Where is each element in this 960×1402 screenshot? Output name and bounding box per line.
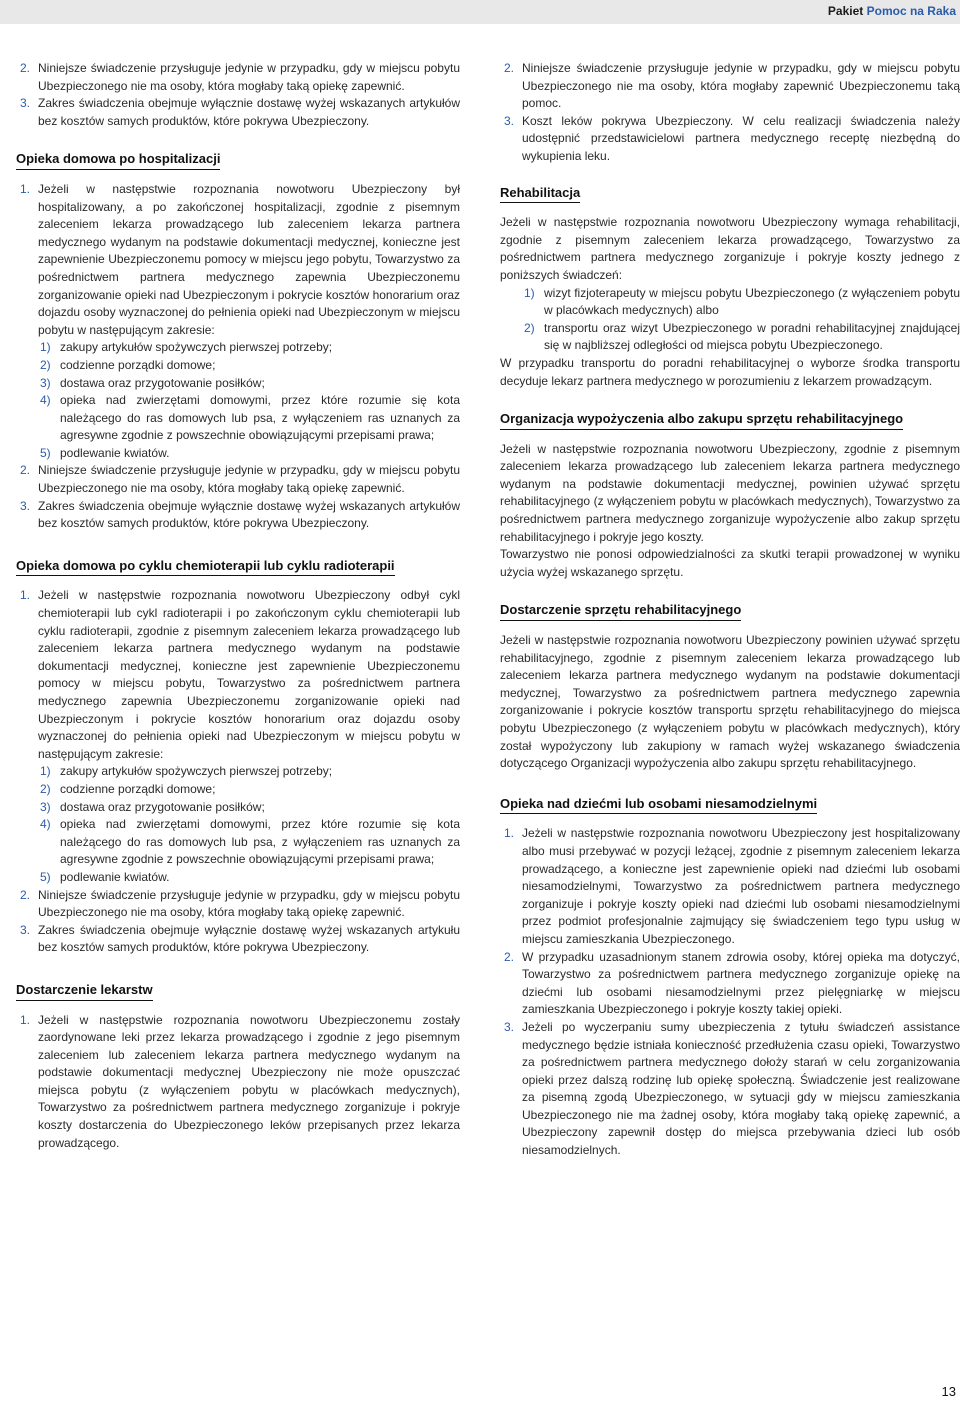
sub-item (16, 763, 460, 781)
sub-item (16, 869, 460, 887)
paragraph: Jeżeli w następstwie rozpoznania nowotworu Ubezpieczony wymaga rehabilitacji, zgodnie z pisemnym zaleceniem lekarza prowadzącego, Towarzystwo za pośrednictwem partnera medycznego zorganizuje i pokryje koszty jednego z poniższych świadczeń: (500, 215, 960, 282)
list-item (16, 498, 460, 533)
list-item (500, 60, 960, 113)
right-column (500, 60, 960, 1160)
document-title (828, 4, 956, 18)
list-item (16, 1012, 460, 1153)
paragraph: W przypadku transportu do poradni rehabilitacyjnej o wyborze środka transportu decyduje lekarz partnera medycznego w porozumieniu z lekarzem prowadzącym. (500, 355, 960, 388)
section-heading: Opieka domowa po cyklu chemioterapii lub cyklu radioterapii (16, 557, 395, 577)
header-bar (0, 0, 960, 24)
sub-item (500, 285, 960, 320)
sub-item-number: 5) (40, 445, 51, 460)
section-heading: Opieka nad dziećmi lub osobami niesamodzielnymi (500, 795, 817, 815)
sub-item-text: transportu oraz wizyt Ubezpieczonego w poradni rehabilitacyjnej znajdującej się w najbliższej odległości od miejsca pobytu Ubezpieczonego. (544, 320, 960, 353)
list-item (16, 181, 460, 339)
sub-item-text: wizyt fizjoterapeuty w miejscu pobytu Ubezpieczonego (z wyłączeniem pobytu w placówkach medycznych) albo (544, 285, 960, 318)
sub-item (16, 339, 460, 357)
section-heading: Dostarczenie sprzętu rehabilitacyjnego (500, 601, 741, 621)
sub-item-number: 1) (524, 285, 535, 300)
section-heading: Organizacja wypożyczenia albo zakupu sprzętu rehabilitacyjnego (500, 410, 903, 430)
sub-item-number: 3) (40, 375, 51, 390)
item-number: 1. (20, 181, 31, 196)
sub-item-text: opieka nad zwierzętami domowymi, przez które rozumie się kota należącego do ras domowych lub psa, z wyłączeniem ras uznanych za agresywne zgodnie z powszechnie obowiązującymi przepisami prawa; (60, 817, 460, 867)
sub-item-number: 2) (40, 357, 51, 372)
sub-item-text: dostawa oraz przygotowanie posiłków; (60, 799, 265, 814)
sub-item (16, 816, 460, 869)
sub-item (16, 445, 460, 463)
list-item (500, 825, 960, 948)
list-item (500, 1019, 960, 1160)
page-number: 13 (941, 1384, 956, 1399)
sub-item-number: 1) (40, 340, 51, 355)
item-text: Koszt leków pokrywa Ubezpieczony. W celu realizacji świadczenia należy udostępnić przedstawicielowi partnera medycznego receptę niezbędną do wykupienia leku. (522, 113, 960, 163)
item-text: Niniejsze świadczenie przysługuje jedynie w przypadku, gdy w miejscu pobytu Ubezpieczonego nie ma osoby, która mogłaby zapewnić Ubezpieczonemu taką pomoc. (522, 61, 960, 111)
item-number: 3. (504, 1019, 515, 1034)
item-number: 1. (504, 826, 515, 841)
item-text: Niniejsze świadczenie przysługuje jedynie w przypadku, gdy w miejscu pobytu Ubezpieczonego nie ma osoby, która mogłaby taką opiekę zapewnić. (38, 61, 460, 93)
item-text: Niniejsze świadczenie przysługuje jedynie w przypadku, gdy w miejscu pobytu Ubezpieczonego nie ma osoby, która mogłaby taką opiekę zapewnić. (38, 887, 460, 920)
title-part-2: Pomoc na Raka (866, 4, 956, 18)
paragraph: Towarzystwo nie ponosi odpowiedzialności za skutki terapii prowadzonej w wyniku użycia wyżej wskazanego sprzętu. (500, 547, 960, 579)
sub-item-number: 4) (40, 817, 51, 832)
section-heading: Dostarczenie lekarstw (16, 981, 153, 1001)
item-text: Jeżeli po wyczerpaniu sumy ubezpieczenia z tytułu świadczeń assistance medycznego będzie istniała konieczność przedłużenia czasu opieki, Towarzystwo za pośrednictwem partnera medycznego dołoży starań w celu zorganizowania opieki przez dalszą rodzinę lub opiekę społeczną. Świadczenie jest realizowane za pisemną zgodą Ubezpieczonego, w sytuacji gdy w miejscu zamieszkania Ubezpieczonego nie ma żadnej osoby, która mogłaby taką opiekę zapewnić, a Ubezpieczony zapewnił dostęp do miejsca przebywania dzieci lub osób niesamodzielnych. (522, 1019, 960, 1158)
sub-item-number: 3) (40, 799, 51, 814)
list-item (16, 922, 460, 957)
item-text: Zakres świadczenia obejmuje wyłącznie dostawę wyżej wskazanych artykułów bez kosztów samych produktów, które pokrywa Ubezpieczony. (38, 96, 460, 128)
item-number: 2. (20, 887, 31, 902)
list-item (16, 60, 460, 95)
sub-item-number: 5) (40, 869, 51, 884)
sub-item-text: dostawa oraz przygotowanie posiłków; (60, 375, 265, 390)
item-number: 2. (504, 949, 515, 964)
item-number: 3. (20, 922, 31, 937)
list-item (16, 95, 460, 130)
item-text: Jeżeli w następstwie rozpoznania nowotworu Ubezpieczony jest hospitalizowany albo musi przebywać w pozycji leżącej, zgodnie z pisemnym zaleceniem lekarza prowadzącego, a konieczne jest zapewnienie opieki nad dziećmi lub osobami niesamodzielnymi, Towarzystwo za pośrednictwem partnera medycznego zorganizuje i pokryje koszty opieki nad dziećmi lub osobami niesamodzielnymi przez podmiot profesjonalnie zajmujący się świadczeniem tego typu usług w miejscu zamieszkania Ubezpieczonego. (522, 826, 960, 946)
item-text: W przypadku uzasadnionym stanem zdrowia osoby, której opieka ma dotyczyć, Towarzystwo za pośrednictwem partnera medycznego zorganizuje opiekę na dziećmi lub osobami niesamodzielnymi przez pielęgniarkę w miejscu zamieszkania Ubezpieczonego i pokryje koszty takiej opieki. (522, 949, 960, 1017)
sub-item-number: 2) (524, 320, 535, 335)
sub-item-number: 4) (40, 393, 51, 408)
list-item (16, 587, 460, 763)
sub-item-text: zakupy artykułów spożywczych pierwszej potrzeby; (60, 340, 333, 355)
item-text: Zakres świadczenia obejmuje wyłącznie dostawę wyżej wskazanych artykułu bez kosztów samych produktów, które pokrywa Ubezpieczony. (38, 922, 460, 955)
item-number: 3. (20, 96, 31, 111)
sub-item-number: 2) (40, 781, 51, 796)
sub-item (16, 781, 460, 799)
left-column (16, 60, 460, 1152)
sub-item-text: codzienne porządki domowe; (60, 781, 216, 796)
item-text: Jeżeli w następstwie rozpoznania nowotworu Ubezpieczonemu zostały zaordynowane leki przez lekarza prowadzącego i zgodnie z jego pisemnym zaleceniem lub zaleceniem lekarza partnera medycznego wydanym na podstawie dokumentacji medycznej Ubezpieczony nie może opuszczać miejsca pobytu (z wyłączeniem pobytu w placówkach medycznych), Towarzystwo za pośrednictwem partnera medycznego zorganizuje i pokryje koszty dostarczenia do Ubezpieczonego leków przepisanych przez lekarza prowadzącego. (38, 1012, 460, 1150)
item-number: 2. (504, 61, 515, 75)
sub-item-text: codzienne porządki domowe; (60, 357, 216, 372)
paragraph: Jeżeli w następstwie rozpoznania nowotworu Ubezpieczony, zgodnie z pisemnym zaleceniem lekarza prowadzącego lub zaleceniem lekarza partnera medycznego wydanym na podstawie dokumentacji medycznej, powinien używać sprzętu rehabilitacyjnego (z wyłączeniem pobytu w placówkach medycznych), Towarzystwo za pośrednictwem partnera medycznego zorganizuje wypożyczenie albo zakup sprzętu rehabilitacyjnego i pokryje jego koszty. (500, 441, 960, 544)
item-number: 2. (20, 463, 31, 478)
item-number: 3. (504, 113, 515, 128)
title-part-1: Pakiet (827, 4, 867, 18)
list-item (500, 949, 960, 1019)
item-text: Zakres świadczenia obejmuje wyłącznie dostawę wyżej wskazanych artykułów bez kosztów samych produktów, które pokrywa Ubezpieczony. (38, 498, 460, 531)
sub-item-text: podlewanie kwiatów. (60, 445, 170, 460)
sub-item-text: zakupy artykułów spożywczych pierwszej potrzeby; (60, 764, 333, 779)
section-heading: Opieka domowa po hospitalizacji (16, 150, 220, 170)
sub-item-text: podlewanie kwiatów. (60, 869, 170, 884)
item-text: Jeżeli w następstwie rozpoznania nowotworu Ubezpieczony był hospitalizowany, a po zakończonej hospitalizacji, zgodnie z pisemnym zaleceniem lekarza prowadzącego lub zaleceniem lekarza partnera medycznego wydanym na podstawie dokumentacji medycznej, konieczne jest zapewnienie Ubezpieczonemu pomocy w miejscu jego pobytu, Towarzystwo za pośrednictwem partnera medycznego zapewnia Ubezpieczonemu zorganizowanie opieki nad Ubezpieczonym i pokrycie kosztów honorarium oraz dojazdu osoby wyznaczonej do pełnienia opieki nad Ubezpieczonym w miejscu pobytu w następującym zakresie: (38, 181, 460, 337)
item-text: Jeżeli w następstwie rozpoznania nowotworu Ubezpieczony odbył cykl chemioterapii lub cykl radioterapii i po zakończonym cyklu chemioterapii lub cyklu radioterapii, zgodnie z pisemnym zaleceniem lekarza prowadzącego lub zaleceniem lekarza partnera medycznego wydanym na podstawie dokumentacji medycznej, konieczne jest zapewnienie Ubezpieczonemu pomocy w miejscu pobytu, Towarzystwo za pośrednictwem partnera medycznego zapewnia Ubezpieczonemu zorganizowanie opieki nad Ubezpieczonym i pokrycie kosztów honorarium oraz dojazdu osoby wyznaczonej do pełnienia opieki nad Ubezpieczonym w miejscu pobytu w następującym zakresie: (38, 588, 460, 761)
list-item (16, 887, 460, 922)
sub-item (500, 320, 960, 355)
item-number: 1. (20, 588, 31, 603)
sub-item-number: 1) (40, 764, 51, 779)
list-item (16, 462, 460, 497)
item-number: 1. (20, 1012, 31, 1027)
sub-item (16, 375, 460, 393)
item-number: 2. (20, 61, 31, 75)
sub-item-text: opieka nad zwierzętami domowymi, przez które rozumie się kota należącego do ras domowych lub psa, z wyłączeniem ras uznanych za agresywne zgodnie z powszechnie obowiązującymi przepisami prawa; (60, 393, 460, 443)
section-heading: Rehabilitacja (500, 184, 580, 204)
sub-item (16, 357, 460, 375)
sub-item (16, 799, 460, 817)
sub-item (16, 392, 460, 445)
item-text: Niniejsze świadczenie przysługuje jedynie w przypadku, gdy w miejscu pobytu Ubezpieczonego nie ma osoby, która mogłaby taką opiekę zapewnić. (38, 463, 460, 496)
list-item (500, 113, 960, 166)
paragraph: Jeżeli w następstwie rozpoznania nowotworu Ubezpieczony powinien używać sprzętu rehabilitacyjnego, zgodnie z pisemnym zaleceniem lekarza prowadzącego lub zaleceniem lekarza partnera medycznego wydanym na podstawie dokumentacji medycznej, Towarzystwo za pośrednictwem partnera medycznego zapewnia zorganizowanie i pokrycie kosztów transportu sprzętu rehabilitacyjnego do miejsca pobytu Ubezpieczonego (z wyłączeniem pobytu w placówkach medycznych), który został wypożyczony lub zakupiony w ramach wyżej wskazanego świadczenia dotyczącego Organizacji wypożyczenia albo zakupu sprzętu rehabilitacyjnego. (500, 633, 960, 771)
item-number: 3. (20, 498, 31, 513)
